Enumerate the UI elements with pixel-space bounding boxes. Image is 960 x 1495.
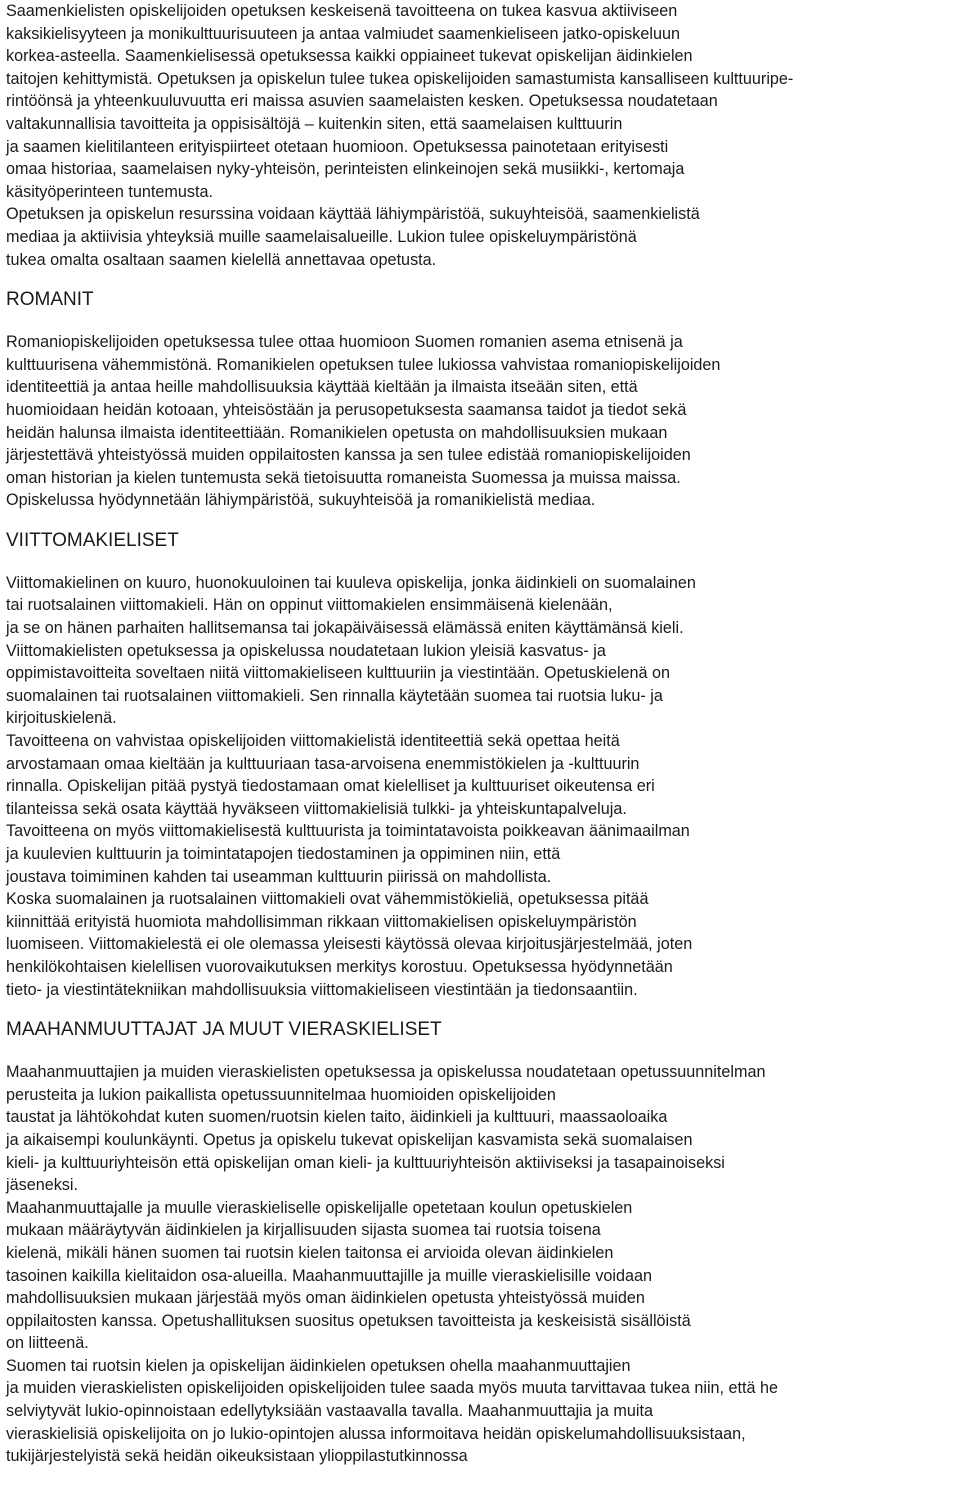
text-line: huomioidaan heidän kotoaan, yhteisöstään ja perusopetuksesta saamansa taidot ja tiedot sekä — [6, 400, 687, 419]
text-line: oman historian ja kielen tuntemusta sekä tietoisuutta romaneista Suomessa ja muissa maissa. — [6, 468, 681, 487]
text-line: tieto- ja viestintätekniikan mahdollisuuksia viittomakieliseen viestintään ja tiedonsaantiin. — [6, 980, 638, 999]
text-line: tilanteissa sekä osata käyttää hyväkseen viittomakielisiä tulkki- ja yhteiskuntapalveluja. — [6, 799, 627, 818]
text-line: arvostamaan omaa kieltään ja kulttuuriaan tasa-arvoisena enemmistökielen ja -kulttuurin — [6, 754, 640, 773]
text-line: on liitteenä. — [6, 1334, 89, 1353]
text-line: joustava toimiminen kahden tai useamman kulttuurin piirissä on mahdollista. — [6, 867, 552, 886]
text-line: korkea-asteella. Saamenkielisessä opetuksessa kaikki oppiaineet tukevat opiskelijan äidinkielen — [6, 47, 693, 66]
text-line: Maahanmuuttajalle ja muulle vieraskieliselle opiskelijalle opetetaan koulun opetuskielen — [6, 1198, 633, 1217]
text-line: ja muiden vieraskielisten opiskelijoiden opiskelijoiden tulee saada myös muuta tarvittavaa tukea niin, että he — [6, 1379, 779, 1398]
text-line: tai ruotsalainen viittomakieli. Hän on oppinut viittomakielen ensimmäisenä kielenään, — [6, 596, 613, 615]
text-line: oppilaitosten kanssa. Opetushallituksen suositus opetuksen tavoitteista ja keskeisistä sisällöistä — [6, 1311, 691, 1330]
document-page — [6, 0, 956, 1468]
text-line: valtakunnallisia tavoitteita ja oppisisältöjä – kuitenkin siten, että saamelaisen kulttuurin — [6, 114, 623, 133]
text-line: kielenä, mikäli hänen suomen tai ruotsin kielen taitonsa ei arvioida olevan äidinkielen — [6, 1243, 614, 1262]
text-line: tasoinen kaikilla kielitaidon osa-alueilla. Maahanmuuttajille ja muille vieraskielisille voidaan — [6, 1266, 653, 1285]
text-line: mukaan määräytyvän äidinkielen ja kirjallisuuden sijasta suomea tai ruotsia toisena — [6, 1221, 601, 1240]
text-line: jäseneksi. — [6, 1176, 78, 1195]
text-line: Maahanmuuttajien ja muiden vieraskielisten opetuksessa ja opiskelussa noudatetaan opetussuunnitelman — [6, 1063, 766, 1082]
text-line: järjestettävä yhteistyössä muiden oppilaitosten kanssa ja sen tulee edistää romaniopiskelijoiden — [6, 446, 691, 465]
section-heading-maahanmuuttajat: MAAHANMUUTTAJAT JA MUUT VIERASKIELISET — [6, 1019, 442, 1041]
text-line: ja kuulevien kulttuurin ja toimintatapojen tiedostaminen ja oppiminen niin, että — [6, 845, 561, 863]
text-line: tukijärjestelyistä sekä heidän oikeuksistaan ylioppilastutkinnossa — [6, 1447, 468, 1466]
text-line: Opetuksen ja opiskelun resurssina voidaan käyttää lähiympäristöä, sukuyhteisöä, saamenkielistä — [6, 205, 700, 224]
text-line: heidän halunsa ilmaista identiteettiään. Romanikielen opetusta on mahdollisuuksien mukaan — [6, 423, 668, 442]
text-line: mediaa ja aktiivisia yhteyksiä muille saamelaisalueille. Lukion tulee opiskeluympäristönä — [6, 227, 637, 246]
text-line: ja se on hänen parhaiten hallitsemansa tai jokapäiväisessä elämässä eniten käyttämänsä kieli. — [6, 619, 684, 638]
text-line: kieli- ja kulttuuriyhteisön että opiskelijan oman kieli- ja kulttuuriyhteisön aktiiviseksi ja tasapainoiseksi — [6, 1153, 725, 1172]
text-line: Tavoitteena on myös viittomakielisestä kulttuurista ja toimintatavoista poikkeavan äänimaailman — [6, 822, 690, 841]
text-line: ja saamen kielitilanteen erityispiirteet otetaan huomioon. Opetuksessa painotetaan erityisesti — [6, 137, 669, 156]
text-line: suomalainen tai ruotsalainen viittomakieli. Sen rinnalla käytetään suomea tai ruotsia luku- ja — [6, 686, 663, 705]
text-line: tukea omalta osaltaan saamen kielellä annettavaa opetusta. — [6, 250, 437, 269]
text-line: Saamenkielisten opiskelijoiden opetuksen keskeisenä tavoitteena on tukea kasvua aktiiviseen — [6, 2, 678, 20]
maahanmuuttajat-section — [6, 1061, 956, 1468]
text-line: identiteettiä ja antaa heille mahdollisuuksia käyttää kieltään ja ilmaista itseään siten, että — [6, 378, 638, 397]
text-line: kirjoituskielenä. — [6, 709, 117, 728]
intro-section — [6, 0, 956, 271]
text-line: Romaniopiskelijoiden opetuksessa tulee ottaa huomioon Suomen romanien asema etnisenä ja — [6, 333, 683, 352]
text-line: vieraskielisiä opiskelijoita on jo lukio-opintojen alussa informoitava heidän opiskelumahdollisuuksistaan, — [6, 1424, 746, 1443]
text-line: selviytyvät lukio-opinnoistaan edellytyksiään vastaavalla tavalla. Maahanmuuttajia ja muita — [6, 1402, 653, 1421]
text-line: oppimistavoitteita soveltaen niitä viittomakieliseen kulttuuriin ja viestintään. Opetuskielenä on — [6, 664, 671, 683]
section-heading-romanit: ROMANIT — [6, 289, 94, 311]
text-line: Opiskelussa hyödynnetään lähiympäristöä, sukuyhteisöä ja romanikielistä mediaa. — [6, 491, 596, 510]
text-line: Viittomakielisten opetuksessa ja opiskelussa noudatetaan lukion yleisiä kasvatus- ja — [6, 641, 606, 660]
text-line: taitojen kehittymistä. Opetuksen ja opiskelun tulee tukea opiskelijoiden samastumista kansalliseen kulttuuripe- — [6, 69, 794, 88]
text-line: mahdollisuuksien mukaan järjestää myös oman äidinkielen opetusta yhteistyössä muiden — [6, 1289, 645, 1308]
text-line: käsityöperinteen tuntemusta. — [6, 182, 213, 201]
viittomakieliset-section — [6, 572, 956, 1001]
text-line: rintöönsä ja yhteenkuuluvuutta eri maissa asuvien saamelaisten kesken. Opetuksessa noudatetaan — [6, 92, 718, 111]
text-line: Koska suomalainen ja ruotsalainen viittomakieli ovat vähemmistökieliä, opetuksessa pitää — [6, 890, 649, 909]
text-line: kaksikielisyyteen ja monikulttuurisuuteen ja antaa valmiudet saamenkieliseen jatko-opiskeluun — [6, 24, 680, 43]
romanit-section — [6, 331, 956, 512]
text-line: perusteita ja lukion paikallista opetussuunnitelmaa huomioiden opiskelijoiden — [6, 1085, 556, 1104]
text-line: ja aikaisempi koulunkäynti. Opetus ja opiskelu tukevat opiskelijan kasvamista sekä suomalaisen — [6, 1130, 693, 1149]
text-line: Tavoitteena on vahvistaa opiskelijoiden viittomakielistä identiteettiä sekä opettaa heitä — [6, 732, 620, 751]
text-line: henkilökohtaisen kielellisen vuorovaikutuksen merkitys korostuu. Opetuksessa hyödynnetään — [6, 957, 673, 976]
text-line: Viittomakielinen on kuuro, huonokuuloinen tai kuuleva opiskelija, jonka äidinkieli on suomalainen — [6, 573, 696, 592]
text-line: luomiseen. Viittomakielestä ei ole olemassa yleisesti käytössä olevaa kirjoitusjärjestelmää, joten — [6, 935, 693, 954]
text-line: taustat ja lähtökohdat kuten suomen/ruotsin kielen taito, äidinkieli ja kulttuuri, maassaoloaika — [6, 1108, 668, 1127]
text-line: Suomen tai ruotsin kielen ja opiskelijan äidinkielen opetuksen ohella maahanmuuttajien — [6, 1356, 631, 1375]
text-line: rinnalla. Opiskelijan pitää pystyä tiedostamaan omat kielelliset ja kulttuuriset oikeutensa eri — [6, 777, 655, 796]
section-heading-viittomakieliset: VIITTOMAKIELISET — [6, 529, 179, 551]
text-line: omaa historiaa, saamelaisen nyky-yhteisön, perinteisten elinkeinojen sekä musiikki-, kertomaja — [6, 160, 685, 179]
text-line: kulttuurisena vähemmistönä. Romanikielen opetuksen tulee lukiossa vahvistaa romaniopiskelijoiden — [6, 355, 721, 374]
text-line: kiinnittää erityistä huomiota mahdollisimman rikkaan viittomakielisen opiskeluympäristön — [6, 912, 637, 931]
